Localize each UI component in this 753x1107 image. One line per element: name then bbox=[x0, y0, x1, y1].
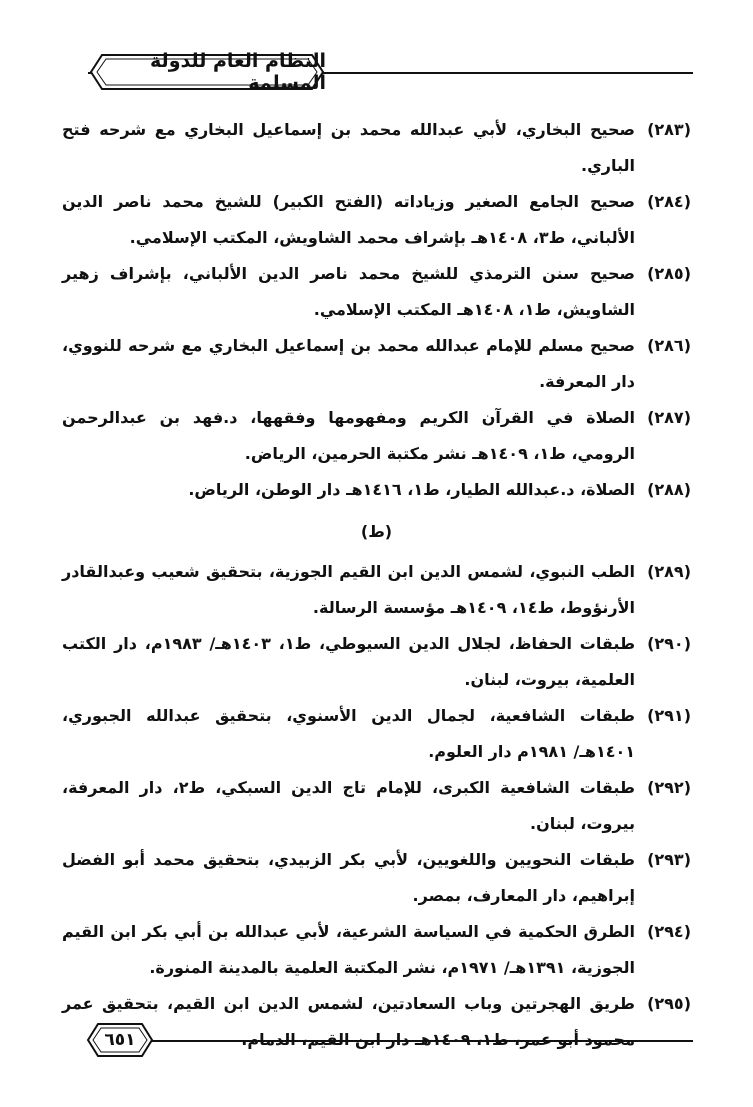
entry-289 bbox=[62, 554, 691, 626]
entry-number: (٢٩٤) bbox=[647, 922, 691, 941]
entry-text: الصلاة، د.عبدالله الطيار، ط١، ١٤١٦هـ دار الوطن، الرياض. bbox=[188, 480, 635, 499]
entry-number: (٢٨٨) bbox=[647, 480, 691, 499]
page-number-badge bbox=[86, 1022, 154, 1058]
entry-number: (٢٩٥) bbox=[647, 994, 691, 1013]
entry-number: (٢٨٧) bbox=[647, 408, 691, 427]
entry-text: طبقات الشافعية، لجمال الدين الأسنوي، بتحقيق عبدالله الجبوري، ١٤٠١هـ/ ١٩٨١م دار العلوم. bbox=[62, 706, 635, 761]
entry-text: صحيح الجامع الصغير وزياداته (الفتح الكبير) للشيخ محمد ناصر الدين الألباني، ط٣، ١٤٠٨هـ بإشراف محمد الشاويش، المكتب الإسلامي. bbox=[62, 192, 635, 247]
entry-text: طريق الهجرتين وباب السعادتين، لشمس الدين ابن القيم، بتحقيق عمر bbox=[62, 994, 635, 1013]
entry-text: صحيح مسلم للإمام عبدالله محمد بن إسماعيل البخاري مع شرحه للنووي، دار المعرفة. bbox=[62, 336, 635, 391]
section-heading: (ط) bbox=[360, 522, 393, 541]
entry-text: صحيح سنن الترمذي للشيخ محمد ناصر الدين الألباني، بإشراف زهير الشاويش، ط١، ١٤٠٨هـ المكتب الإسلامي. bbox=[62, 264, 635, 319]
entry-number: (٢٨٤) bbox=[647, 192, 691, 211]
footer-rule bbox=[150, 1040, 693, 1042]
entry-text: طبقات الشافعية الكبرى، للإمام تاج الدين السبكي، ط٢، دار المعرفة، بيروت، لبنان. bbox=[62, 778, 635, 833]
entry-number: (٢٩٣) bbox=[647, 850, 691, 869]
entry-287 bbox=[62, 400, 691, 472]
entry-number: (٢٩٢) bbox=[647, 778, 691, 797]
entry-290 bbox=[62, 626, 691, 698]
entry-283 bbox=[62, 112, 691, 184]
header-badge bbox=[88, 52, 326, 92]
entry-number: (٢٨٥) bbox=[647, 264, 691, 283]
entry-294 bbox=[62, 914, 691, 986]
entry-292 bbox=[62, 770, 691, 842]
bibliography bbox=[62, 112, 691, 1058]
entry-number: (٢٨٩) bbox=[647, 562, 691, 581]
entry-288 bbox=[62, 472, 691, 508]
entry-text: طبقات الحفاظ، لجلال الدين السيوطي، ط١، ١٤٠٣هـ/ ١٩٨٣م، دار الكتب العلمية، بيروت، لبنان. bbox=[62, 634, 636, 689]
entry-number: (٢٩٠) bbox=[647, 634, 691, 653]
page-number: ٦٥١ bbox=[104, 1030, 136, 1050]
running-title: النظام العام للدولة المسلمة bbox=[150, 50, 326, 94]
entry-text: صحيح البخاري، لأبي عبدالله محمد بن إسماعيل البخاري مع شرحه فتح الباري. bbox=[62, 120, 635, 175]
entry-text: الطب النبوي، لشمس الدين ابن القيم الجوزية، بتحقيق شعيب وعبدالقادر الأرنؤوط، ط١٤، ١٤٠٩هـ مؤسسة الرسالة. bbox=[62, 562, 635, 617]
entry-295 bbox=[62, 986, 691, 1058]
entry-text: الطرق الحكمية في السياسة الشرعية، لأبي عبدالله بن أبي بكر ابن القيم الجوزية، ١٣٩١هـ/ ١٩٧١م، نشر المكتبة العلمية بالمدينة المنورة. bbox=[62, 922, 635, 977]
entry-285 bbox=[62, 256, 691, 328]
entry-293 bbox=[62, 842, 691, 914]
entry-284 bbox=[62, 184, 691, 256]
entry-291 bbox=[62, 698, 691, 770]
entry-286 bbox=[62, 328, 691, 400]
entry-number: (٢٩١) bbox=[647, 706, 691, 725]
entry-text: طبقات النحويين واللغويين، لأبي بكر الزبيدي، بتحقيق محمد أبو الفضل إبراهيم، دار المعارف، بمصر. bbox=[62, 850, 635, 905]
entry-number: (٢٨٦) bbox=[647, 336, 691, 355]
entry-text: الصلاة في القرآن الكريم ومفهومها وفقهها، د.فهد بن عبدالرحمن الرومي، ط١، ١٤٠٩هـ نشر مكتبة الحرمين، الرياض. bbox=[62, 408, 635, 463]
entry-number: (٢٨٣) bbox=[647, 120, 691, 139]
